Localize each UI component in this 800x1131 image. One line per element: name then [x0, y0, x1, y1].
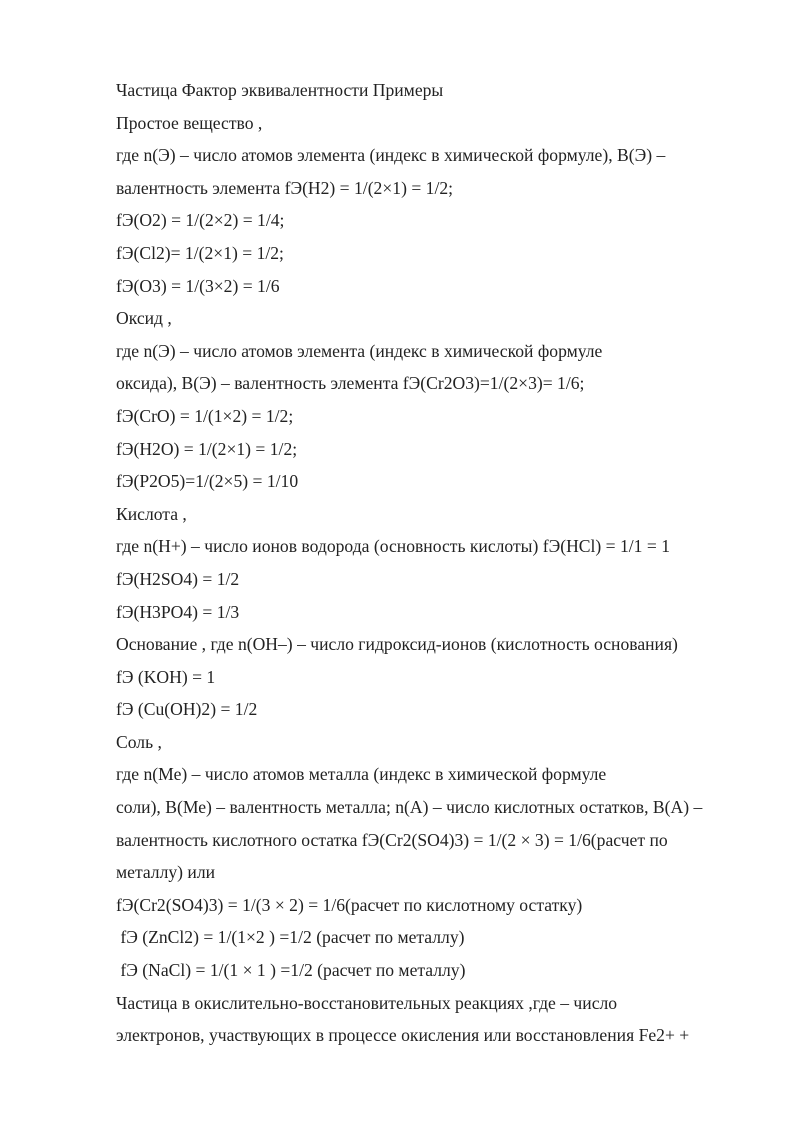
formula-line: fЭ (ZnCl2) = 1/(1×2 ) =1/2 (расчет по металлу): [116, 927, 465, 948]
formula-line: fЭ (Cu(OH)2) = 1/2: [116, 699, 258, 720]
table-header-line: Частица Фактор эквивалентности Примеры: [116, 80, 444, 100]
text-line: где n(Ме) – число атомов металла (индекс в химической формуле: [116, 764, 607, 785]
text-line: соли), В(Ме) – валентность металла; n(А) – число кислотных остатков, В(А) –: [116, 797, 703, 818]
text-line: электронов, участвующих в процессе окисления или восстановления Fe2+ +: [116, 1025, 690, 1046]
text-line: где n(H+) – число ионов водорода (основность кислоты) fЭ(HCl) = 1/1 = 1: [116, 536, 670, 557]
text-line: Основание , где n(OH–) – число гидроксид-ионов (кислотность основания): [116, 634, 678, 655]
formula-line: fЭ(O3) = 1/(3×2) = 1/6: [116, 275, 280, 296]
formula-line: fЭ(H3PO4) = 1/3: [116, 601, 240, 622]
formula-line: fЭ(P2O5)=1/(2×5) = 1/10: [116, 471, 299, 492]
text-line: Простое вещество ,: [116, 112, 263, 133]
text-line: металлу) или: [116, 862, 216, 883]
text-line: Соль ,: [116, 731, 162, 752]
text-line: валентность элемента fЭ(H2) = 1/(2×1) = 1/2;: [116, 177, 454, 198]
formula-line: fЭ(Cl2)= 1/(2×1) = 1/2;: [116, 242, 284, 263]
text-line: оксида), В(Э) – валентность элемента fЭ(Cr2O3)=1/(2×3)= 1/6;: [116, 373, 585, 394]
formula-line: fЭ(Cr2(SO4)3) = 1/(3 × 2) = 1/6(расчет по кислотному остатку): [116, 894, 583, 915]
text-line: валентность кислотного остатка fЭ(Cr2(SO4)3) = 1/(2 × 3) = 1/6(расчет по: [116, 829, 668, 850]
text-line: Частица в окислительно-восстановительных реакциях ,где – число: [116, 992, 618, 1013]
text-line: Оксид ,: [116, 308, 172, 329]
formula-line: fЭ (KOH) = 1: [116, 666, 216, 687]
text-line: где n(Э) – число атомов элемента (индекс в химической формуле: [116, 340, 603, 361]
formula-line: fЭ(H2SO4) = 1/2: [116, 568, 240, 589]
formula-line: fЭ(O2) = 1/(2×2) = 1/4;: [116, 210, 285, 231]
document-body: [116, 74, 756, 1052]
text-line: где n(Э) – число атомов элемента (индекс в химической формуле), В(Э) –: [116, 145, 666, 166]
formula-line: fЭ (NaCl) = 1/(1 × 1 ) =1/2 (расчет по металлу): [116, 960, 466, 981]
formula-line: fЭ(CrO) = 1/(1×2) = 1/2;: [116, 405, 294, 426]
text-line: Кислота ,: [116, 503, 187, 524]
formula-line: fЭ(H2O) = 1/(2×1) = 1/2;: [116, 438, 298, 459]
